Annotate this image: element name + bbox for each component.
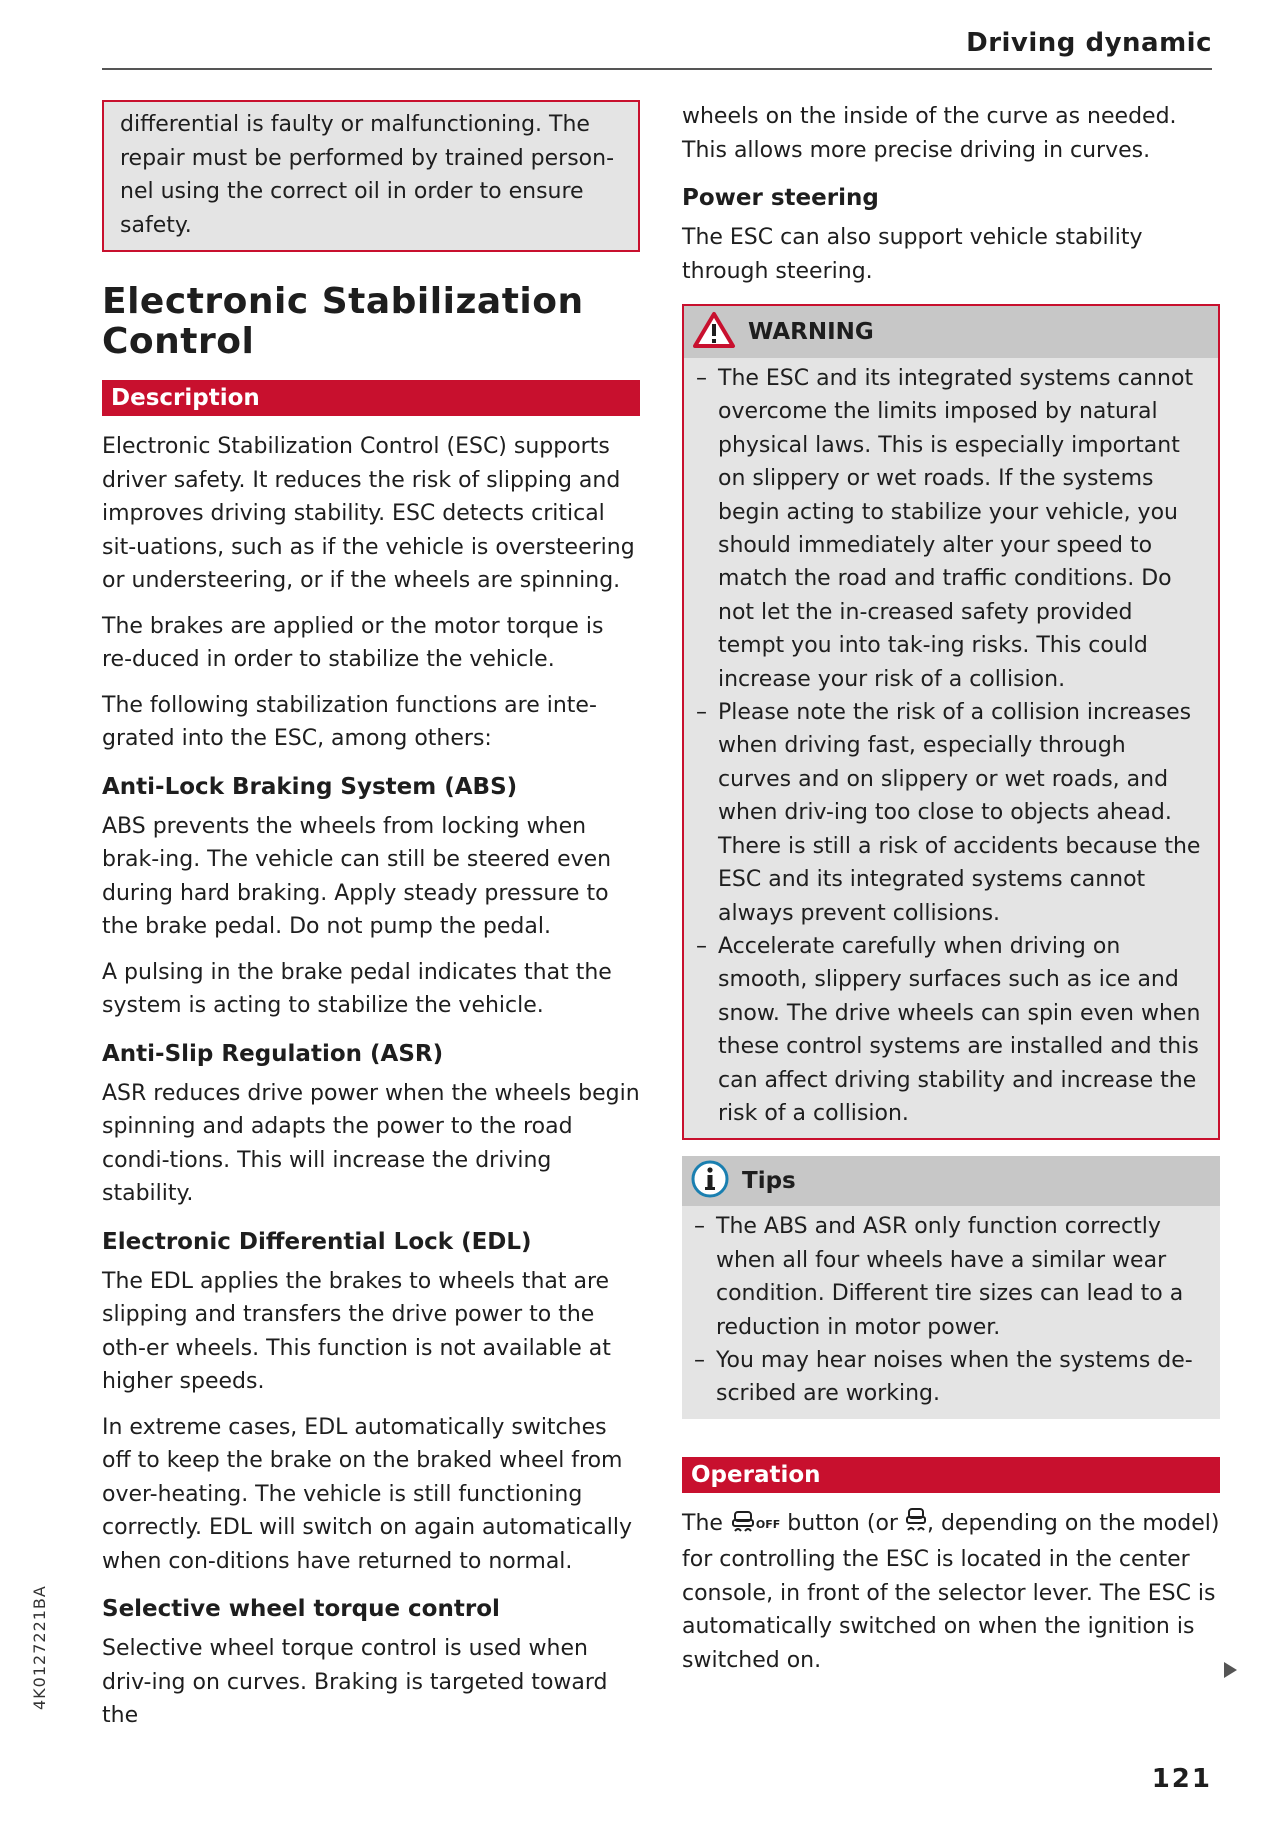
warning-header bbox=[684, 306, 1218, 358]
swtc-heading: Selective wheel torque control bbox=[102, 1596, 500, 1622]
operation-section-bar: Operation bbox=[682, 1457, 1220, 1493]
edl-heading: Electronic Differential Lock (EDL) bbox=[102, 1228, 532, 1255]
tips-label: Tips bbox=[742, 1168, 796, 1195]
operation-paragraph bbox=[682, 1507, 1220, 1678]
tips-body bbox=[682, 1206, 1220, 1418]
tips-item: – You may hear noises when the systems de-scribed are working. bbox=[694, 1344, 1204, 1411]
page-number: 121 bbox=[1151, 1764, 1212, 1794]
warning-triangle-icon bbox=[692, 311, 736, 353]
right-column bbox=[682, 100, 1220, 1689]
tips-header bbox=[682, 1156, 1220, 1206]
asr-heading: Anti-Slip Regulation (ASR) bbox=[102, 1040, 444, 1067]
operation-text-1: The bbox=[682, 1510, 730, 1536]
boxed-note-text: differential is faulty or malfunctioning. The repair must be performed by trained person-nel using the correct oil in order to ensure safety. bbox=[120, 112, 615, 238]
tips-item: – The ABS and ASR only function correctly when all four wheels have a similar wear condition. Different tire sizes can lead to a reduction in motor power. bbox=[694, 1210, 1204, 1344]
operation-text-3: , depending on the model) for controlling the ESC is located in the center console, in front of the selector lever. The ESC is automatically switched on when the ignition is switched on. bbox=[682, 1510, 1220, 1673]
tips-list bbox=[694, 1210, 1204, 1410]
warning-box bbox=[682, 304, 1220, 1140]
warning-item: – Please note the risk of a collision increases when driving fast, especially through curves and on slippery or wet roads, and when driv-ing too close to objects ahead. There is still a risk of accidents because the ESC and its integrated systems cannot always prevent collisions. bbox=[696, 696, 1202, 930]
esc-car-icon bbox=[905, 1507, 927, 1544]
warning-body bbox=[684, 358, 1218, 1138]
info-icon bbox=[690, 1159, 730, 1203]
warning-item: – The ESC and its integrated systems cannot overcome the limits imposed by natural physical laws. This is especially important on slippery or wet roads. If the systems begin acting to stabilize your vehicle, you should immediately alter your speed to match the road and traffic conditions. Do not let the in-creased safety provided tempt you into tak-ing risks. This could increase your risk of a collision. bbox=[696, 362, 1202, 696]
warning-list bbox=[696, 362, 1202, 1130]
power-steering-paragraph: The ESC can also support vehicle stability through steering. bbox=[682, 225, 1143, 284]
power-steering-heading: Power steering bbox=[682, 185, 879, 211]
abs-heading: Anti-Lock Braking System (ABS) bbox=[102, 773, 518, 800]
abs-paragraph-1: ABS prevents the wheels from locking when brak-ing. The vehicle can still be steered even during hard braking. Apply steady pressure to the brake pedal. Do not pump the pedal. bbox=[102, 813, 612, 939]
tips-box bbox=[682, 1156, 1220, 1418]
edl-paragraph-2: In extreme cases, EDL automatically switches off to keep the brake on the braked wheel from over-heating. The vehicle is still functioning correctly. EDL will switch on again automatically when con-ditions have returned to normal. bbox=[102, 1414, 633, 1574]
header-rule bbox=[102, 68, 1212, 70]
description-section-bar: Description bbox=[102, 380, 640, 416]
operation-text-2: button (or bbox=[780, 1510, 905, 1536]
warning-item: – Accelerate carefully when driving on smooth, slippery surfaces such as ice and snow. The drive wheels can spin even when these control systems are installed and this can affect driving stability and increase the risk of a collision. bbox=[696, 930, 1202, 1130]
asr-paragraph-1: ASR reduces drive power when the wheels begin spinning and adapts the power to the road condi-tions. This will increase the driving stability. bbox=[102, 1080, 640, 1206]
intro-paragraph-3: The following stabilization functions are inte-grated into the ESC, among others: bbox=[102, 692, 597, 751]
continuation-paragraph: wheels on the inside of the curve as needed. This allows more precise driving in curves. bbox=[682, 104, 1177, 163]
boxed-note bbox=[102, 100, 640, 252]
edl-paragraph-1: The EDL applies the brakes to wheels that are slipping and transfers the drive power to the oth-er wheels. This function is not available at higher speeds. bbox=[102, 1268, 611, 1394]
esc-off-button-icon bbox=[730, 1509, 756, 1544]
swtc-paragraph: Selective wheel torque control is used when driv-ing on curves. Braking is targeted toward the bbox=[102, 1636, 608, 1728]
page-heading: Electronic Stabilization Control bbox=[102, 281, 584, 362]
document-code: 4K0127221BA bbox=[30, 1585, 49, 1710]
intro-paragraph-1: Electronic Stabilization Control (ESC) supports driver safety. It reduces the risk of slipping and improves driving stability. ESC detects critical sit-uations, such as if the vehicle is oversteering or understeering, or if the wheels are spinning. bbox=[102, 434, 635, 593]
next-page-arrow-icon bbox=[1224, 1662, 1237, 1678]
warning-label: WARNING bbox=[748, 319, 874, 345]
running-header: Driving dynamic bbox=[966, 28, 1212, 58]
intro-paragraph-2: The brakes are applied or the motor torque is re-duced in order to stabilize the vehicle. bbox=[102, 613, 604, 672]
off-label: OFF bbox=[755, 1517, 781, 1531]
abs-paragraph-2: A pulsing in the brake pedal indicates that the system is acting to stabilize the vehicle. bbox=[102, 959, 612, 1018]
left-column bbox=[102, 100, 640, 1745]
